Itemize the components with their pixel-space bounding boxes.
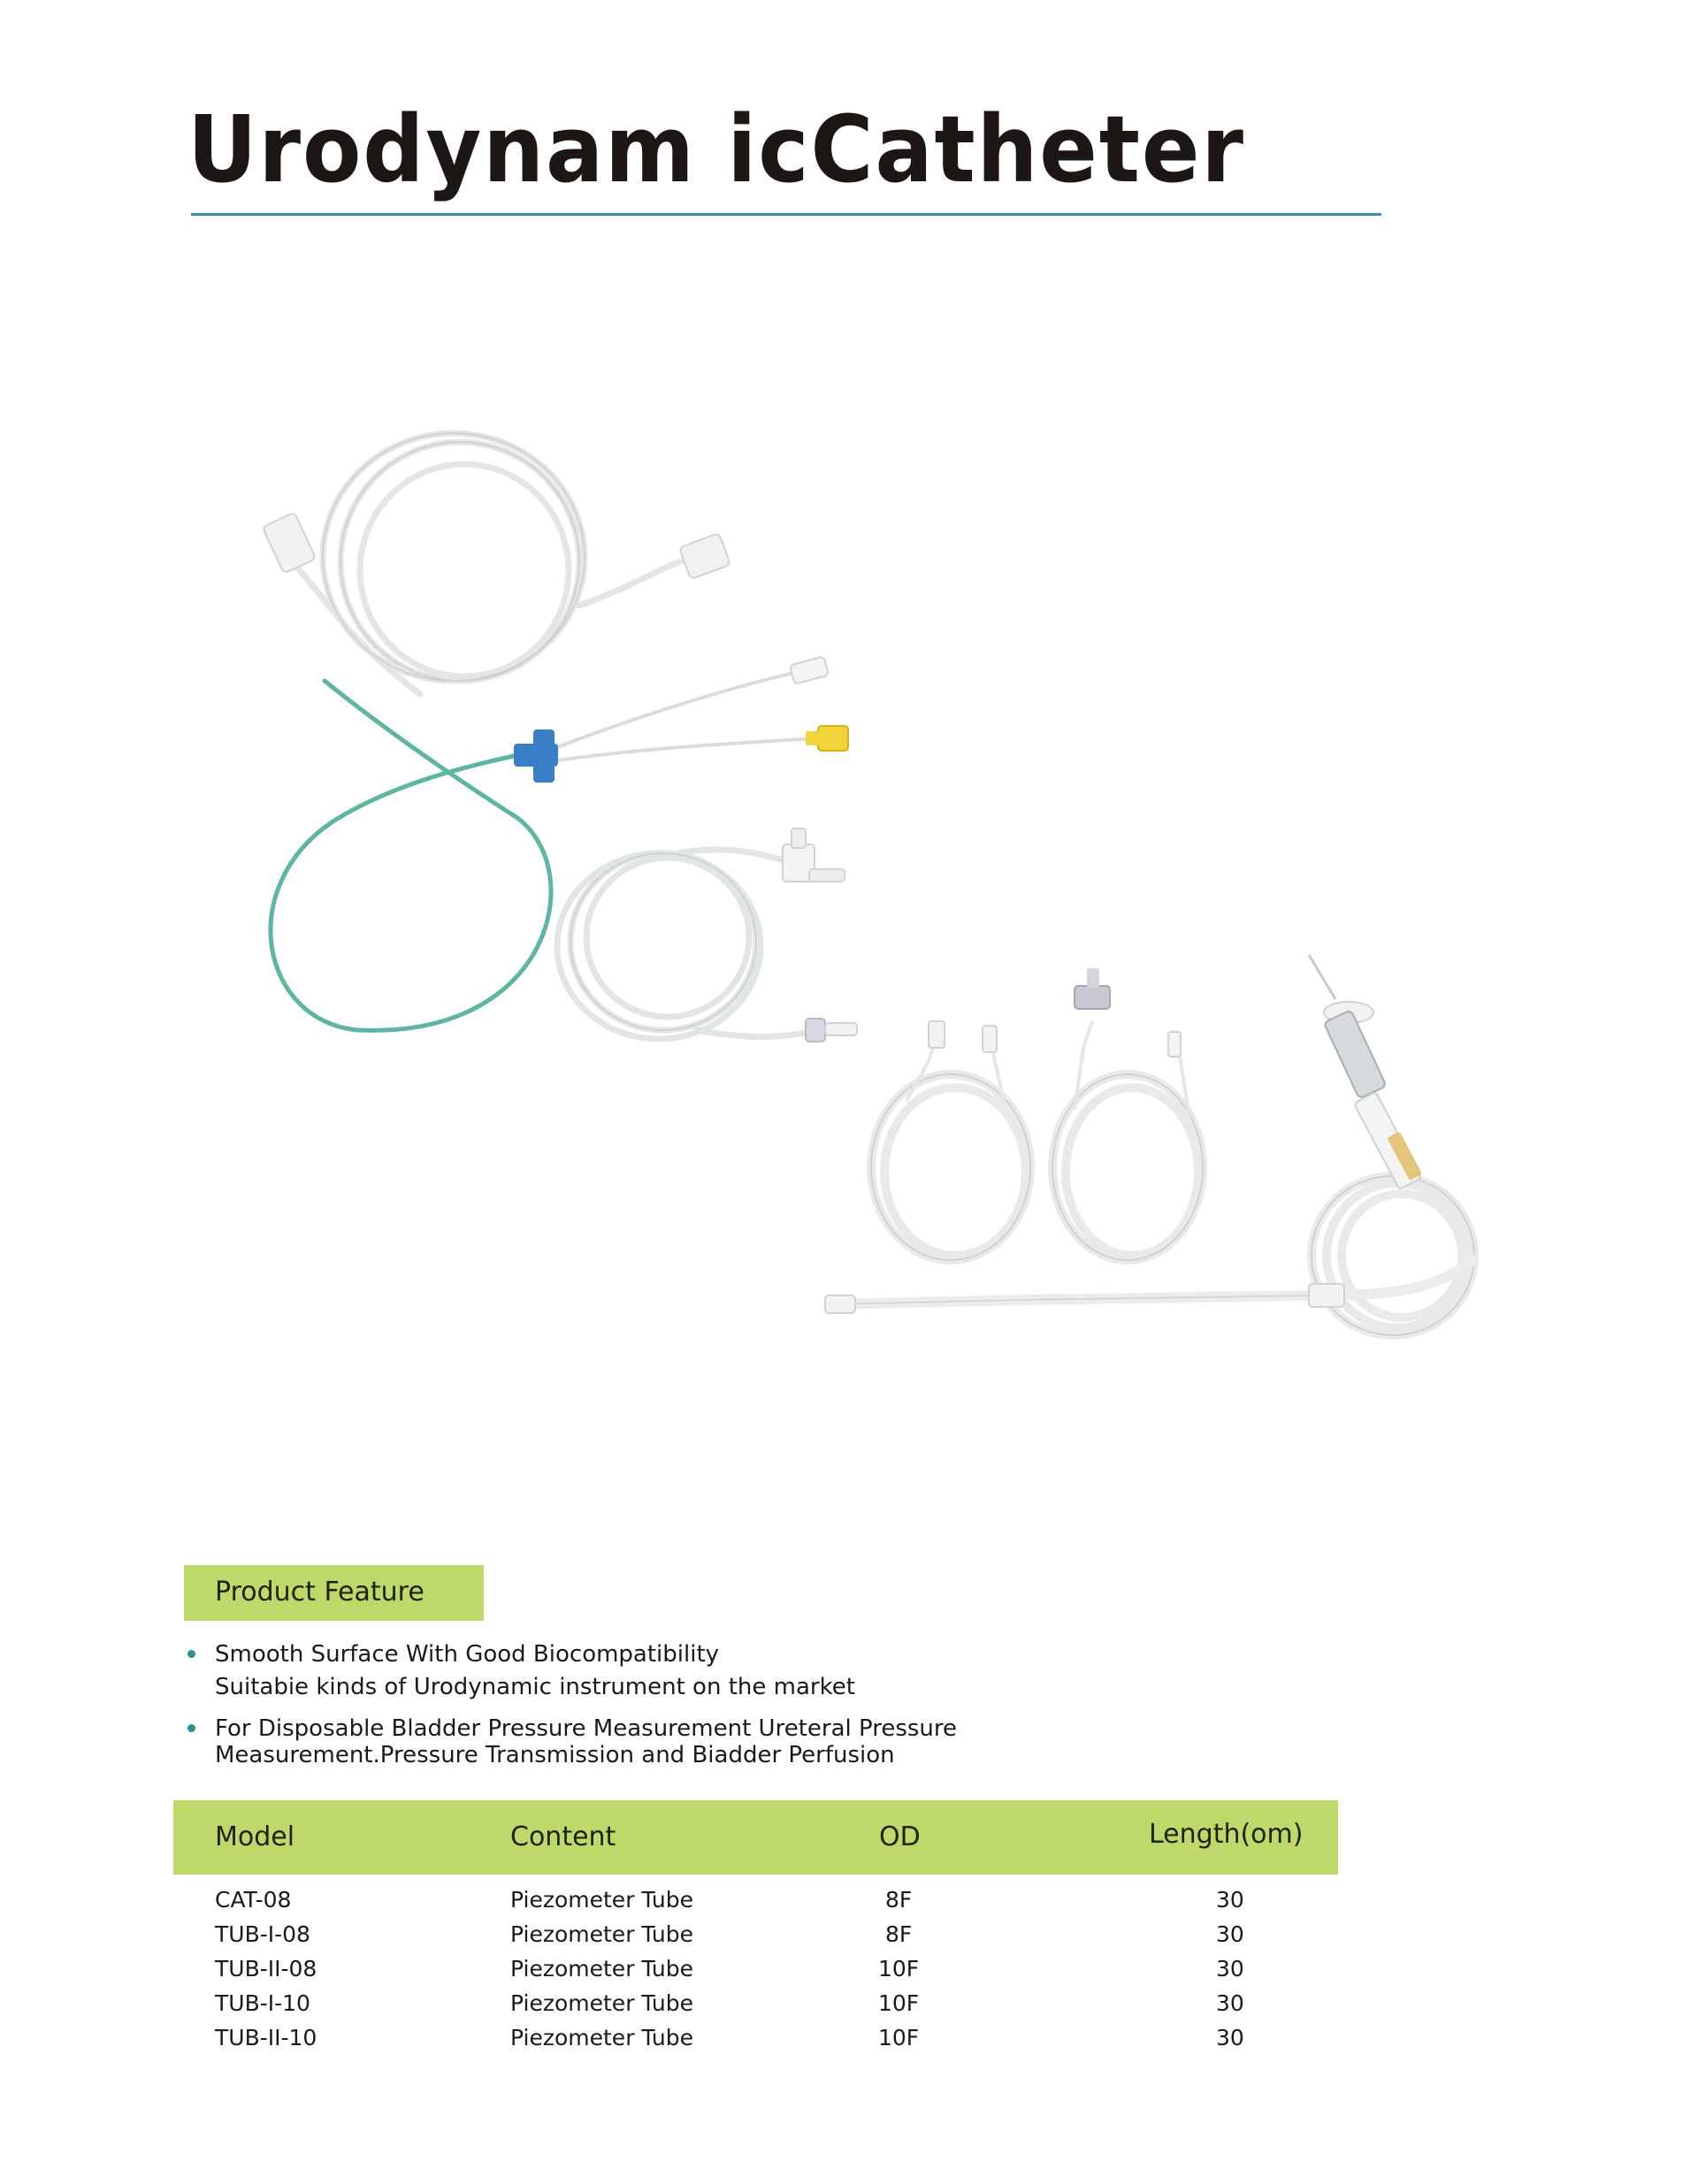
cell-model: TUB-II-08 <box>215 1956 317 1982</box>
cell-od: 8F <box>885 1921 913 1947</box>
title-divider <box>191 213 1381 216</box>
feature-item-1-line-2: Suitabie kinds of Urodynamic instrument on the market <box>215 1674 855 1700</box>
cell-model: CAT-08 <box>215 1887 292 1913</box>
feature-item-1-line-1: Smooth Surface With Good Biocompatibility <box>215 1641 720 1668</box>
cell-length: 30 <box>1216 2025 1244 2050</box>
column-header-length: Length(om) <box>1149 1819 1304 1850</box>
cell-length: 30 <box>1216 1887 1244 1913</box>
cell-content: Piezometer Tube <box>510 1956 693 1982</box>
cell-content: Piezometer Tube <box>510 2025 693 2050</box>
bullet-icon <box>187 1724 195 1732</box>
cell-length: 30 <box>1216 1921 1244 1947</box>
cell-length: 30 <box>1216 1956 1244 1982</box>
cell-od: 8F <box>885 1887 913 1913</box>
cell-model: TUB-II-10 <box>215 2025 317 2050</box>
cell-od: 10F <box>878 1956 920 1982</box>
cell-model: TUB-I-10 <box>215 1990 310 2016</box>
piezometer-tube-set-product-photo <box>818 951 1508 1348</box>
feature-item-2-line-2: Measurement.Pressure Transmission and Biadder Perfusion <box>215 1742 895 1768</box>
cell-content: Piezometer Tube <box>510 1990 693 2016</box>
cell-od: 10F <box>878 1990 920 2016</box>
cell-model: TUB-I-08 <box>215 1921 310 1947</box>
column-header-model: Model <box>215 1821 295 1852</box>
column-header-od: OD <box>879 1821 921 1852</box>
cell-od: 10F <box>878 2025 920 2050</box>
bullet-icon <box>187 1650 195 1658</box>
page-title: Urodynam icCatheter <box>187 95 1245 203</box>
column-header-content: Content <box>510 1821 616 1852</box>
cell-content: Piezometer Tube <box>510 1887 693 1913</box>
cell-length: 30 <box>1216 1990 1244 2016</box>
feature-item-2-line-1: For Disposable Bladder Pressure Measurement Ureteral Pressure <box>215 1715 958 1742</box>
cell-content: Piezometer Tube <box>510 1921 693 1947</box>
urodynamic-catheter-set-product-photo <box>252 429 889 1048</box>
product-feature-heading: Product Feature <box>215 1577 424 1607</box>
